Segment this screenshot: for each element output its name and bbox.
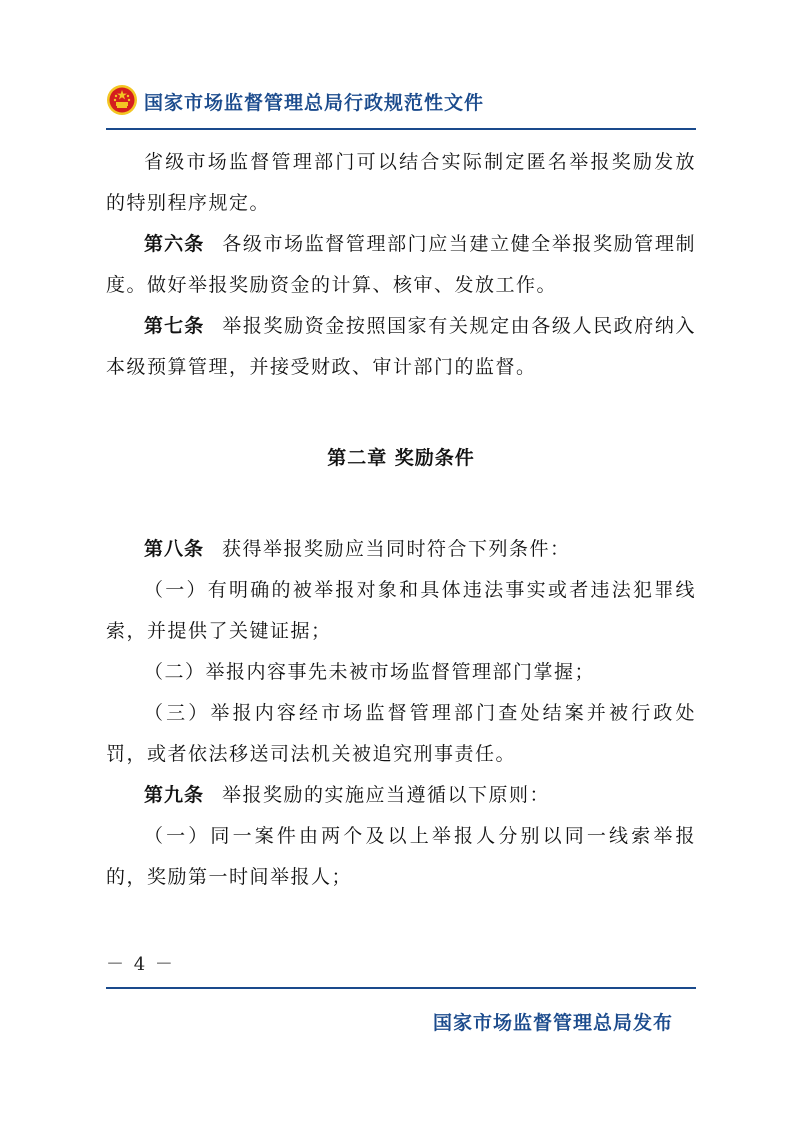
article-label: 第八条 <box>144 538 205 560</box>
chapter-title: 第二章 奖励条件 <box>327 447 475 469</box>
article-text: 举报奖励资金按照国家有关规定由各级人民政府纳入本级预算管理，并接受财政、审计部门的监督。 <box>106 315 696 378</box>
document-body <box>106 142 696 898</box>
article-label: 第九条 <box>144 784 205 806</box>
article-text: 获得举报奖励应当同时符合下列条件： <box>222 538 571 560</box>
header-divider <box>106 128 696 130</box>
list-item: （一）有明确的被举报对象和具体违法事实或者违法犯罪线索，并提供了关键证据； <box>106 579 696 642</box>
national-emblem-icon <box>106 84 138 116</box>
paragraph: 省级市场监督管理部门可以结合实际制定匿名举报奖励发放的特别程序规定。 <box>106 151 696 214</box>
footer-divider <box>106 987 696 989</box>
article-label: 第七条 <box>144 315 205 337</box>
article-7 <box>106 306 696 388</box>
footer-publisher: 国家市场监督管理总局发布 <box>432 1012 673 1034</box>
header-title: 国家市场监督管理总局行政规范性文件 <box>144 92 485 114</box>
article-6 <box>106 224 696 306</box>
page-number: － 4 － <box>106 954 175 975</box>
list-item: （一）同一案件由两个及以上举报人分别以同一线索举报的，奖励第一时间举报人； <box>106 825 696 888</box>
article-label: 第六条 <box>144 233 205 255</box>
article-9 <box>106 775 696 816</box>
article-text: 各级市场监督管理部门应当建立健全举报奖励管理制度。做好举报奖励资金的计算、核审、发放工作。 <box>106 233 696 296</box>
document-header <box>106 84 696 124</box>
article-8 <box>106 529 696 570</box>
list-item: （三）举报内容经市场监督管理部门查处结案并被行政处罚，或者依法移送司法机关被追究刑事责任。 <box>106 702 696 765</box>
article-text: 举报奖励的实施应当遵循以下原则： <box>222 784 551 806</box>
list-item: （二）举报内容事先未被市场监督管理部门掌握； <box>144 661 596 683</box>
